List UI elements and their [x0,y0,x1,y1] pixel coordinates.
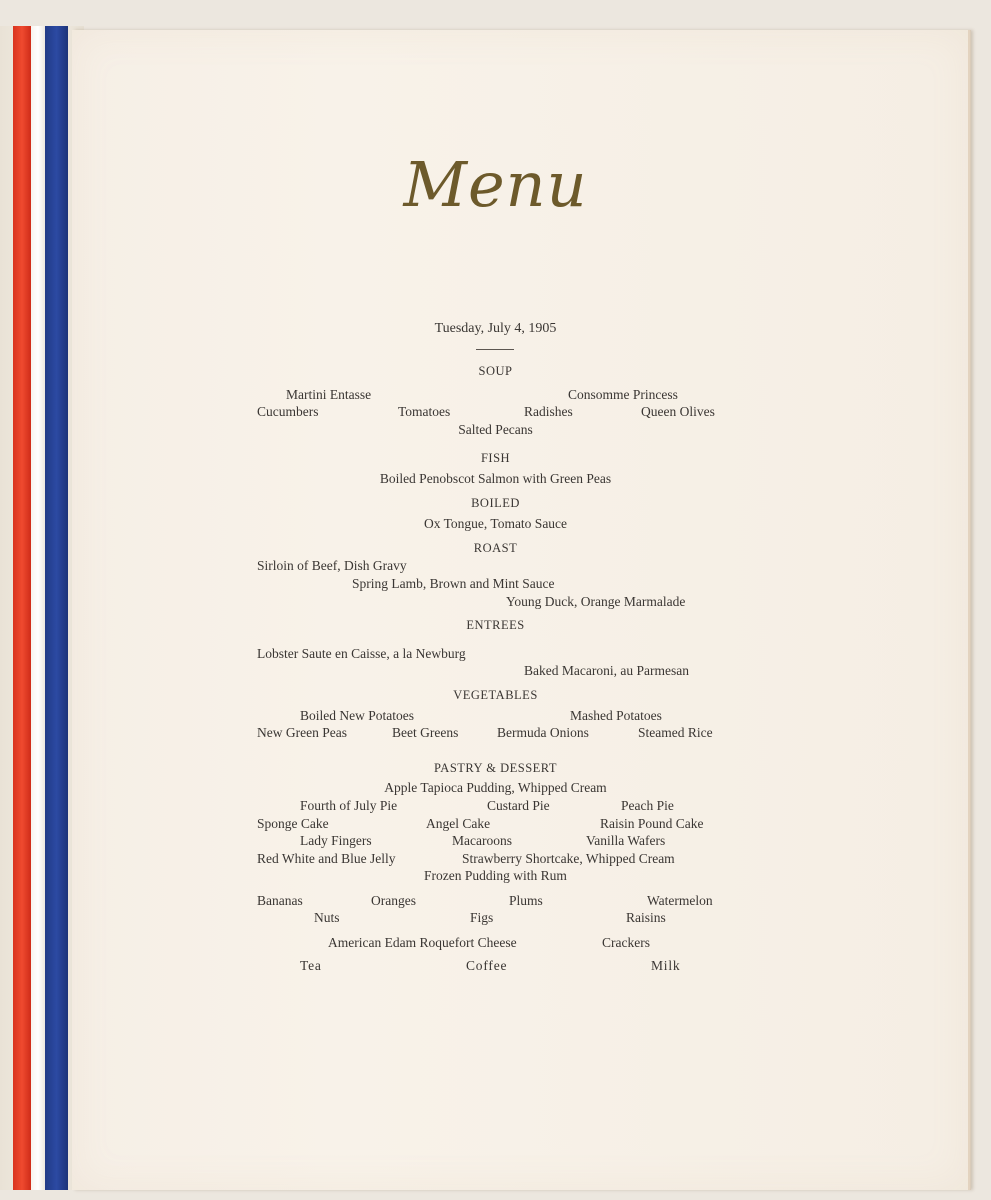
menu-item: Sponge Cake [257,816,329,831]
menu-item: Mashed Potatoes [570,708,662,723]
divider-rule [476,349,514,350]
menu-item: American Edam Roquefort Cheese [328,935,517,950]
menu-item: Figs [470,910,494,925]
menu-item: Crackers [602,935,650,950]
menu-item: Milk [651,958,681,973]
menu-item: New Green Peas [257,725,347,740]
menu-item: Young Duck, Orange Marmalade [506,594,686,609]
menu-item: Boiled New Potatoes [300,708,414,723]
menu-item: Bananas [257,893,303,908]
menu-date: Tuesday, July 4, 1905 [434,321,557,336]
menu-item: Lobster Saute en Caisse, a la Newburg [257,646,466,661]
menu-item: Tea [300,958,322,973]
menu-item: Oranges [371,893,416,908]
menu-item: Queen Olives [641,404,715,419]
section-heading-vegetables: VEGETABLES [453,688,538,702]
menu-item: Consomme Princess [568,387,678,402]
section-heading-roast: ROAST [473,541,518,555]
menu-item: Sirloin of Beef, Dish Gravy [257,558,407,573]
menu-item: Steamed Rice [638,725,713,740]
section-heading-dessert: PASTRY & DESSERT [433,761,558,775]
menu-item: Strawberry Shortcake, Whipped Cream [462,851,675,866]
section-heading-boiled: BOILED [471,496,520,510]
menu-item: Beet Greens [392,725,459,740]
menu-item: Radishes [524,404,573,419]
menu-item: Coffee [466,958,508,973]
section-heading-soup: SOUP [478,364,513,378]
menu-item: Spring Lamb, Brown and Mint Sauce [352,576,555,591]
menu-item: Bermuda Onions [497,725,589,740]
menu-item: Angel Cake [426,816,491,831]
menu-item: Baked Macaroni, au Parmesan [524,663,689,678]
menu-item: Custard Pie [487,798,550,813]
section-heading-entrees: ENTREES [466,618,525,632]
section-heading-fish: FISH [480,451,511,465]
menu-item: Martini Entasse [286,387,372,402]
menu-item: Macaroons [452,833,512,848]
menu-item: Raisins [626,910,666,925]
menu-title: Menu [403,148,588,221]
menu-item: Lady Fingers [300,833,372,848]
menu-item: Watermelon [647,893,713,908]
menu-item: Apple Tapioca Pudding, Whipped Cream [384,780,607,795]
menu-item: Vanilla Wafers [586,833,666,848]
menu-item: Raisin Pound Cake [600,816,704,831]
menu-item: Ox Tongue, Tomato Sauce [423,516,568,531]
menu-item: Nuts [314,910,340,925]
menu-item: Fourth of July Pie [300,798,398,813]
menu-item: Peach Pie [621,798,674,813]
menu-item: Salted Pecans [458,422,533,437]
menu-item: Boiled Penobscot Salmon with Green Peas [379,471,612,486]
menu-item: Tomatoes [398,404,451,419]
menu-item: Plums [509,893,543,908]
menu-item: Red White and Blue Jelly [257,851,396,866]
menu-item: Cucumbers [257,404,319,419]
menu-item: Frozen Pudding with Rum [424,868,567,883]
